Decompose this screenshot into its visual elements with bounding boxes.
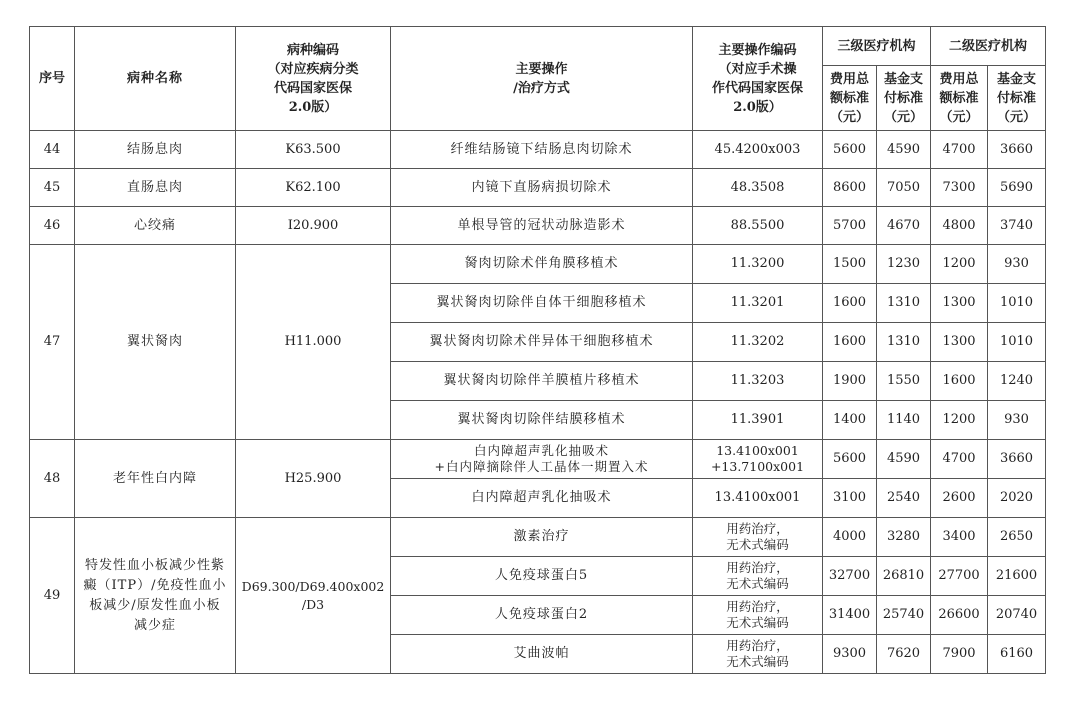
header-disease-code — [236, 27, 391, 131]
header-line: 额标准 — [829, 90, 869, 106]
header-line: 基金支 — [996, 71, 1036, 87]
cell-operation: 纤维结肠镜下结肠息肉切除术 — [391, 131, 693, 169]
cell-operation-code: 11.3201 — [693, 284, 823, 323]
disease-name-line: 减少症 — [133, 617, 176, 633]
cell-l3-fund: 7050 — [877, 169, 931, 207]
cell-disease-code: I20.900 — [236, 207, 391, 245]
cell-l3-fund: 1550 — [877, 362, 931, 401]
operation-code-line: 无术式编码 — [726, 654, 789, 669]
header-line: （元） — [996, 109, 1036, 125]
cell-operation-code — [693, 440, 823, 479]
cell-seq: 49 — [30, 518, 75, 674]
header-disease-name: 病种名称 — [75, 27, 236, 131]
cell-operation: 人免疫球蛋白2 — [391, 596, 693, 635]
cell-l3-total: 8600 — [823, 169, 877, 207]
cell-operation-code — [693, 596, 823, 635]
cell-l3-total: 1600 — [823, 323, 877, 362]
cell-operation-code — [693, 557, 823, 596]
cell-disease-code: H25.900 — [236, 440, 391, 518]
cell-l3-fund: 4670 — [877, 207, 931, 245]
cell-l3-fund: 7620 — [877, 635, 931, 674]
header-l2-total — [931, 66, 988, 131]
operation-code-line: 无术式编码 — [726, 537, 789, 552]
cell-l2-fund: 6160 — [988, 635, 1046, 674]
cell-l2-total: 2600 — [931, 479, 988, 518]
operation-code-line: 用药治疗， — [726, 599, 789, 614]
header-line: （元） — [883, 109, 923, 125]
disease-price-table — [29, 26, 1046, 674]
cell-operation: 胬肉切除术伴角膜移植术 — [391, 245, 693, 284]
cell-l3-total: 5700 — [823, 207, 877, 245]
cell-operation-code: 11.3200 — [693, 245, 823, 284]
header-disease-code-line: 病种编码 — [286, 42, 339, 58]
header-operation-line: /治疗方式 — [513, 80, 570, 96]
cell-l2-fund: 3660 — [988, 440, 1046, 479]
cell-l2-total: 1300 — [931, 323, 988, 362]
cell-disease-name — [75, 518, 236, 674]
cell-l3-total: 4000 — [823, 518, 877, 557]
cell-operation: 翼状胬肉切除伴自体干细胞移植术 — [391, 284, 693, 323]
cell-l2-total: 4800 — [931, 207, 988, 245]
cell-l3-fund: 1140 — [877, 401, 931, 440]
operation-code-line: 用药治疗， — [726, 638, 789, 653]
cell-l2-fund: 1010 — [988, 323, 1046, 362]
cell-disease-code: H11.000 — [236, 245, 391, 440]
cell-l3-total: 3100 — [823, 479, 877, 518]
cell-l2-fund: 930 — [988, 401, 1046, 440]
cell-l2-total: 4700 — [931, 440, 988, 479]
header-disease-code-line: 2.0版） — [288, 99, 338, 115]
operation-code-line: 无术式编码 — [726, 615, 789, 630]
cell-operation: 翼状胬肉切除术伴异体干细胞移植术 — [391, 323, 693, 362]
cell-l3-fund: 1230 — [877, 245, 931, 284]
header-line: 付标准 — [996, 90, 1036, 106]
disease-name-line: 特发性血小板减少性紫 — [84, 557, 225, 573]
header-operation-code-line: （对应手术操 — [718, 61, 797, 77]
table-row — [30, 207, 1046, 245]
cell-disease-name: 翼状胬肉 — [75, 245, 236, 440]
header-seq: 序号 — [30, 27, 75, 131]
table-row — [30, 440, 1046, 479]
cell-l3-total: 1400 — [823, 401, 877, 440]
cell-seq: 48 — [30, 440, 75, 518]
cell-l2-fund: 2020 — [988, 479, 1046, 518]
header-operation — [391, 27, 693, 131]
cell-l3-fund: 1310 — [877, 284, 931, 323]
cell-operation-code: 45.4200x003 — [693, 131, 823, 169]
cell-l2-total: 1300 — [931, 284, 988, 323]
header-l2-fund — [988, 66, 1046, 131]
header-disease-code-line: 代码国家医保 — [273, 80, 352, 96]
cell-seq: 45 — [30, 169, 75, 207]
cell-l3-total: 1900 — [823, 362, 877, 401]
cell-l2-fund: 3740 — [988, 207, 1046, 245]
cell-l3-total: 5600 — [823, 440, 877, 479]
table-row — [30, 131, 1046, 169]
cell-operation: 翼状胬肉切除伴羊膜植片移植术 — [391, 362, 693, 401]
cell-operation: 人免疫球蛋白5 — [391, 557, 693, 596]
cell-l2-total: 7900 — [931, 635, 988, 674]
cell-disease-name: 心绞痛 — [75, 207, 236, 245]
disease-name-line: 癜（ITP）/免疫性血小 — [83, 577, 227, 593]
header-operation-code-line: 作代码国家医保 — [711, 80, 803, 96]
cell-l3-fund: 25740 — [877, 596, 931, 635]
header-level2: 二级医疗机构 — [931, 27, 1046, 66]
cell-l2-total: 1200 — [931, 245, 988, 284]
cell-l3-total: 1600 — [823, 284, 877, 323]
cell-l2-total: 7300 — [931, 169, 988, 207]
table-row — [30, 245, 1046, 284]
cell-l2-fund: 21600 — [988, 557, 1046, 596]
cell-l2-fund: 2650 — [988, 518, 1046, 557]
disease-name-line: 板减少/原发性血小板 — [89, 597, 221, 613]
cell-l2-fund: 1010 — [988, 284, 1046, 323]
cell-operation-code — [693, 518, 823, 557]
cell-disease-name: 老年性白内障 — [75, 440, 236, 518]
cell-disease-code — [236, 518, 391, 674]
disease-code-line: D69.300/D69.400x002 — [241, 578, 385, 594]
table-header — [30, 27, 1046, 131]
table-body — [30, 131, 1046, 674]
header-line: 付标准 — [883, 90, 923, 106]
cell-l3-fund: 1310 — [877, 323, 931, 362]
cell-operation — [391, 440, 693, 479]
cell-l2-fund: 5690 — [988, 169, 1046, 207]
table-row — [30, 169, 1046, 207]
cell-seq: 46 — [30, 207, 75, 245]
cell-l2-fund: 20740 — [988, 596, 1046, 635]
header-line: 基金支 — [883, 71, 923, 87]
header-line: （元） — [939, 109, 979, 125]
header-level3: 三级医疗机构 — [823, 27, 931, 66]
cell-l2-total: 4700 — [931, 131, 988, 169]
operation-code-line: 无术式编码 — [726, 576, 789, 591]
cell-l3-total: 1500 — [823, 245, 877, 284]
header-operation-code — [693, 27, 823, 131]
cell-l3-fund: 2540 — [877, 479, 931, 518]
cell-seq: 47 — [30, 245, 75, 440]
cell-l2-total: 3400 — [931, 518, 988, 557]
cell-seq: 44 — [30, 131, 75, 169]
cell-operation-code: 48.3508 — [693, 169, 823, 207]
header-disease-code-line: （对应疾病分类 — [267, 61, 359, 77]
cell-operation: 白内障超声乳化抽吸术 — [391, 479, 693, 518]
operation-code-line: 用药治疗， — [726, 521, 789, 536]
operation-code-line: 用药治疗， — [726, 560, 789, 575]
cell-l3-fund: 4590 — [877, 131, 931, 169]
cell-operation-code: 11.3203 — [693, 362, 823, 401]
cell-l2-total: 1200 — [931, 401, 988, 440]
cell-l2-total: 27700 — [931, 557, 988, 596]
cell-disease-code: K63.500 — [236, 131, 391, 169]
header-operation-code-line: 2.0版） — [733, 99, 782, 115]
cell-l2-total: 1600 — [931, 362, 988, 401]
cell-disease-name: 结肠息肉 — [75, 131, 236, 169]
cell-operation: 内镜下直肠病损切除术 — [391, 169, 693, 207]
table-row — [30, 518, 1046, 557]
cell-disease-name: 直肠息肉 — [75, 169, 236, 207]
operation-line: +白内障摘除伴人工晶体一期置入术 — [434, 459, 649, 474]
cell-l2-total: 26600 — [931, 596, 988, 635]
cell-operation-code: 11.3901 — [693, 401, 823, 440]
header-l3-total — [823, 66, 877, 131]
cell-l2-fund: 1240 — [988, 362, 1046, 401]
cell-operation-code — [693, 635, 823, 674]
cell-l2-fund: 930 — [988, 245, 1046, 284]
header-line: （元） — [829, 109, 869, 125]
cell-operation: 激素治疗 — [391, 518, 693, 557]
cell-disease-code: K62.100 — [236, 169, 391, 207]
operation-code-line: +13.7100x001 — [710, 459, 805, 474]
cell-operation-code: 11.3202 — [693, 323, 823, 362]
cell-l3-total: 5600 — [823, 131, 877, 169]
cell-l3-fund: 4590 — [877, 440, 931, 479]
cell-operation-code: 88.5500 — [693, 207, 823, 245]
cell-l3-fund: 3280 — [877, 518, 931, 557]
cell-operation: 艾曲波帕 — [391, 635, 693, 674]
operation-line: 白内障超声乳化抽吸术 — [473, 443, 609, 458]
price-table-container — [29, 26, 1046, 674]
disease-code-line: /D3 — [301, 596, 325, 612]
header-line: 费用总 — [829, 71, 869, 87]
header-operation-code-line: 主要操作编码 — [718, 42, 797, 58]
cell-l2-fund: 3660 — [988, 131, 1046, 169]
cell-l3-total: 9300 — [823, 635, 877, 674]
cell-operation: 翼状胬肉切除伴结膜移植术 — [391, 401, 693, 440]
cell-l3-total: 32700 — [823, 557, 877, 596]
header-line: 费用总 — [939, 71, 979, 87]
header-l3-fund — [877, 66, 931, 131]
header-operation-line: 主要操作 — [515, 61, 568, 77]
cell-l3-total: 31400 — [823, 596, 877, 635]
cell-operation-code: 13.4100x001 — [693, 479, 823, 518]
header-line: 额标准 — [939, 90, 979, 106]
cell-operation: 单根导管的冠状动脉造影术 — [391, 207, 693, 245]
operation-code-line: 13.4100x001 — [716, 443, 799, 458]
cell-l3-fund: 26810 — [877, 557, 931, 596]
